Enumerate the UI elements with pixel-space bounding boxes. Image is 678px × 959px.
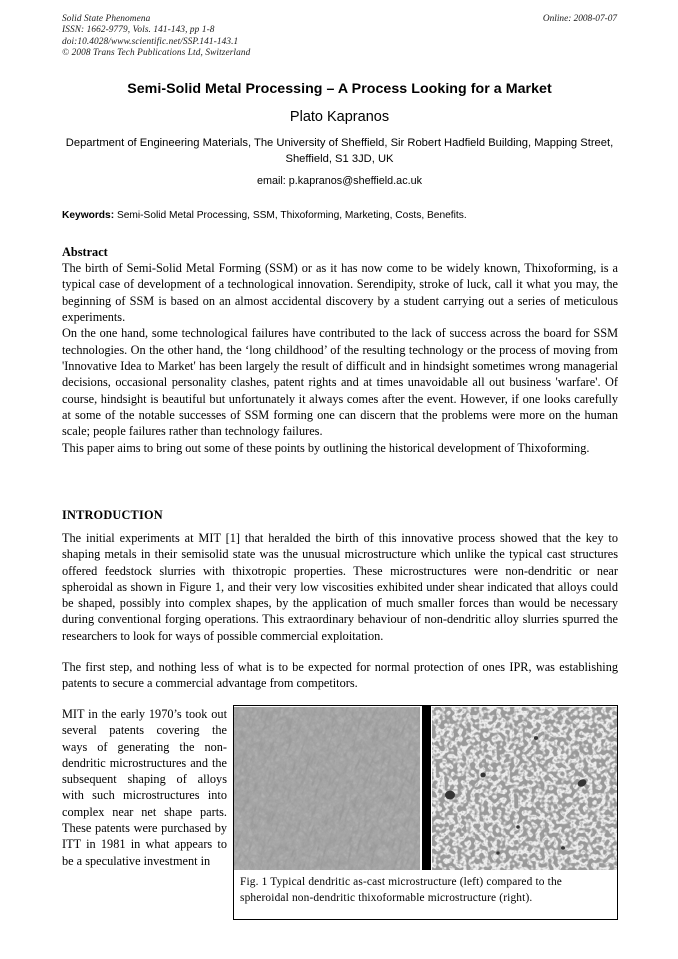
figure-1 (233, 705, 618, 920)
introduction-heading: INTRODUCTION (62, 508, 163, 522)
journal-doi: doi:10.4028/www.scientific.net/SSP.141-143.1 (62, 36, 239, 47)
abstract-paragraph: On the one hand, some technological failures have contributed to the lack of success across the board for SSM technologies. On the other hand, the ‘long childhood’ of the resulting technology or the process of moving from 'Innovative Idea to Market' has been largely the result of difficult and in hindsight sometimes wrong managerial decisions, occasional personality clashes, patent rights and at times unavoidable all out business 'warfare'. Of course, hindsight is beautiful but unfortunately it always comes after the event. However, if one looks carefully at some of the notable successes of SSM forming one can discern that the problems were more on the human scale; people failures rather than technology failures. (62, 326, 618, 439)
spheroidal-microstructure-image (432, 707, 617, 870)
introduction-paragraph: The initial experiments at MIT [1] that heralded the birth of this innovative process showed that the key to shaping metals in their semisolid state was the unusual microstructure which unlike the typical cast structures offered feedstock slurries with thixotropic properties. These microstructures were non-dendritic or near spheroidal as shown in Figure 1, and their very low viscosities exhibited under shear indicated that alloys could be shaped, possibly into complex shapes, by the application of much smaller forces than would be necessary during conventional forging operations. This extraordinary behaviour of non-dendritic alloy slurries spurred the researchers to look for ways of possible commercial exploitation. (62, 531, 618, 643)
header-online-block (543, 14, 617, 25)
introduction-body (62, 530, 618, 692)
page-title: Semi-Solid Metal Processing – A Process Looking for a Market (127, 81, 552, 97)
figure-image-pair (234, 706, 617, 870)
author-email: email: p.kapranos@sheffield.ac.uk (256, 175, 422, 187)
abstract-heading: Abstract (62, 245, 108, 259)
introduction-wrapped-paragraph: MIT in the early 1970’s took out several patents covering the ways of generating the non-dendritic microstructures and the subsequent shaping of alloys with such microstructures into complex near net shape parts. These patents were purchased by ITT in 1981 in what appears to be a speculative investment in (62, 707, 227, 868)
abstract-paragraph: The birth of Semi-Solid Metal Forming (SSM) or as it has now come to be widely known, Thixoforming, is a typical case of development of a technological innovation. Serendipity, stroke of luck, call it what you may, the beginning of SSM is based on an almost accidental discovery by a student carrying out a series of meticulous experiments. (62, 261, 618, 325)
header-journal-block (62, 14, 250, 60)
abstract-paragraph: This paper aims to bring out some of these points by outlining the historical development of Thixoforming. (62, 440, 590, 455)
figure-caption: Fig. 1 Typical dendritic as-cast microstructure (left) compared to the spheroidal non-dendritic thixoformable microstructure (right). (240, 876, 562, 904)
online-date: Online: 2008-07-07 (542, 14, 617, 24)
dendritic-microstructure-image (234, 707, 420, 870)
abstract-body (62, 260, 618, 456)
figure-divider-bar (422, 706, 431, 870)
figure-wrapped-text (62, 706, 227, 869)
running-header (62, 14, 617, 70)
author-affiliation: Department of Engineering Materials, The University of Sheffield, Sir Robert Hadfield Building, Mapping Street, Sheffield, S1 3JD, UK (65, 137, 614, 165)
keywords-value: Semi-Solid Metal Processing, SSM, Thixoforming, Marketing, Costs, Benefits. (116, 210, 467, 221)
keywords-line (62, 209, 617, 223)
journal-issn: ISSN: 1662-9779, Vols. 141-143, pp 1-8 (62, 25, 215, 36)
journal-copyright: © 2008 Trans Tech Publications Ltd, Switzerland (62, 48, 251, 59)
author-name: Plato Kapranos (289, 109, 390, 125)
keywords-label: Keywords: (62, 210, 115, 221)
introduction-paragraph: The first step, and nothing less of what is to be expected for normal protection of ones IPR, was establishing patents to secure a commercial advantage from competitors. (62, 660, 618, 691)
journal-name: Solid State Phenomena (62, 14, 151, 24)
